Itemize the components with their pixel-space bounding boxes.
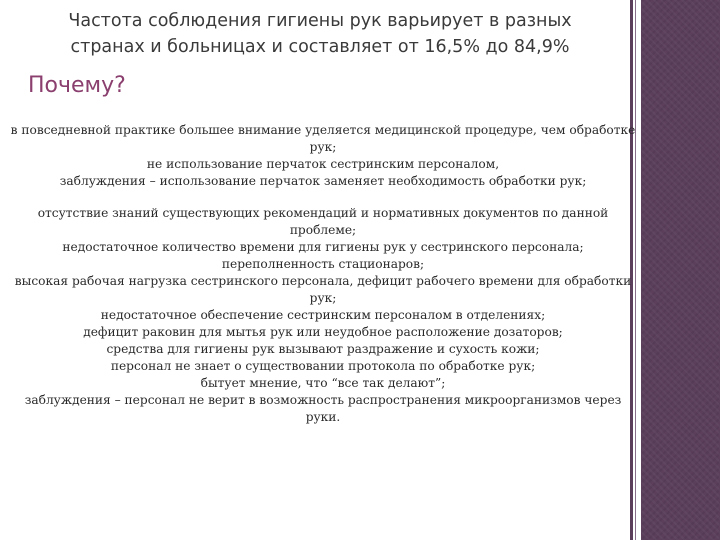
reason-item: в повседневной практике большее внимание уделяется медицинской процедуре, чем обработке рук; [10, 123, 636, 154]
slide-title-line-1: Частота соблюдения гигиены рук варьирует в разных [68, 11, 572, 31]
reason-item: персонал не знает о существовании протокола по обработке рук; [110, 359, 536, 373]
slide-subtitle: Почему? [28, 73, 126, 98]
reason-item: заблуждения – использование перчаток заменяет необходимость обработки рук; [59, 174, 587, 188]
reason-item: бытует мнение, что “все так делают”; [200, 376, 446, 390]
reason-item: недостаточное количество времени для гигиены рук у сестринского персонала; [62, 240, 584, 254]
reasons-list [8, 122, 638, 426]
reason-item: отсутствие знаний существующих рекомендаций и нормативных документов по данной проблеме; [37, 206, 609, 237]
reason-item: дефицит раковин для мытья рук или неудобное расположение дозаторов; [83, 325, 563, 339]
reason-item: средства для гигиены рук вызывают раздражение и сухость кожи; [106, 342, 540, 356]
side-band [641, 0, 720, 540]
reason-item: переполненность стационаров; [221, 257, 425, 271]
reason-item: заблуждения – персонал не верит в возможность распространения микроорганизмов через руки. [24, 393, 622, 424]
slide-title-line-2: странах и больницах и составляет от 16,5% до 84,9% [70, 37, 570, 57]
slide-title [20, 8, 620, 60]
reason-item: высокая рабочая нагрузка сестринского персонала, дефицит рабочего времени для обработки рук; [14, 274, 632, 305]
reason-item: не использование перчаток сестринским персоналом, [146, 157, 500, 171]
reason-item: недостаточное обеспечение сестринским персоналом в отделениях; [100, 308, 546, 322]
paragraph-gap [8, 190, 638, 205]
